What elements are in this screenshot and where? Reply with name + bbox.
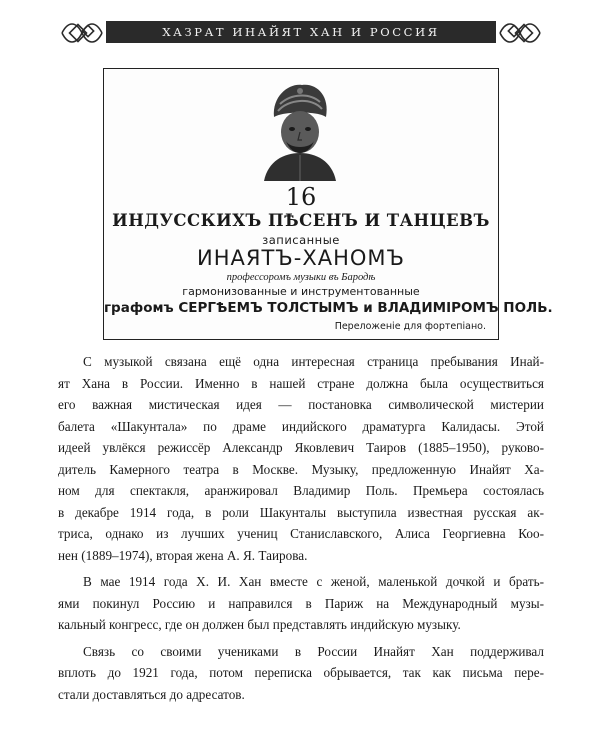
- running-header: [58, 18, 544, 48]
- text-line: ят Хана в России. Именно в нашей стране должна была осуществиться: [58, 375, 544, 391]
- text-line: вплоть до 1921 года, потом переписка обрывается, так как письма пере-: [58, 665, 544, 680]
- text-line: балета «Шакунтала» по драме индийского драматурга Калидасы. Этой: [58, 418, 544, 434]
- plate-recorded-by: записанные: [262, 233, 340, 247]
- text-line: С музыкой связана ещё одна интересная страница пребывания Инай-: [83, 354, 544, 369]
- turbaned-portrait-icon: [254, 77, 346, 181]
- plate-author: ИНАЯТЪ-ХАНОМЪ: [196, 246, 406, 270]
- text-line: идеей увлёкся режиссёр Александр Яковлевич Таиров (1885–1950), руково-: [58, 440, 544, 455]
- text-line: в декабре 1914 года, в роли Шакунталы выступила известная русская ак-: [58, 504, 544, 520]
- plate-title: ИНДУССКИХЪ ПѢСЕНЪ И ТАНЦЕВЪ: [112, 211, 490, 230]
- text-line: дитель Камерного театра в Москве. Музыку, предложенную Инайят Ха-: [58, 461, 544, 477]
- plate-arrangement-note: Переложеніе для фортепіано.: [334, 321, 486, 332]
- body-text: [58, 351, 544, 710]
- text-line: триса, однако из лучших учениц Станиславского, Алиса Георгиевна Коо-: [58, 526, 544, 541]
- text-line: стали доставляться до адресатов.: [58, 686, 245, 702]
- text-line: его важная мистическая идея — постановка символической мистерии: [58, 397, 544, 412]
- plate-harmonized: гармонизованные и инструментованные: [182, 285, 420, 298]
- knot-ornament-icon: [496, 18, 544, 48]
- paragraph: [58, 641, 544, 706]
- text-line: Связь со своими учениками в России Инайят Хан поддерживал: [83, 643, 544, 659]
- plate-arrangers: графомъ СЕРГѢЕМЪ ТОЛСТЫМЪ и ВЛАДИМІРОМЪ ПОЛЬ.: [104, 300, 553, 316]
- sheet-music-title-plate: [103, 68, 553, 340]
- text-line: кальный конгресс, где он должен был представлять индийскую музыку.: [58, 617, 461, 632]
- text-line: ном для спектакля, аранжировал Владимир Поль. Премьера состоялась: [58, 483, 544, 498]
- song-count: 16: [285, 183, 317, 211]
- header-title: ХАЗРАТ ИНАЙЯТ ХАН И РОССИЯ: [106, 21, 496, 43]
- text-line: нен (1889–1974), вторая жена А. Я. Таирова.: [58, 547, 308, 563]
- knot-ornament-icon: [58, 18, 106, 48]
- text-line: В мае 1914 года Х. И. Хан вместе с женой, маленькой дочкой и брать-: [83, 574, 544, 589]
- paragraph: [58, 351, 544, 566]
- paragraph: [58, 571, 544, 636]
- plate-author-title: профессоромъ музыки въ Бародѣ: [226, 272, 376, 283]
- text-line: ями покинул Россию и направился в Париж на Международный музы-: [58, 595, 544, 611]
